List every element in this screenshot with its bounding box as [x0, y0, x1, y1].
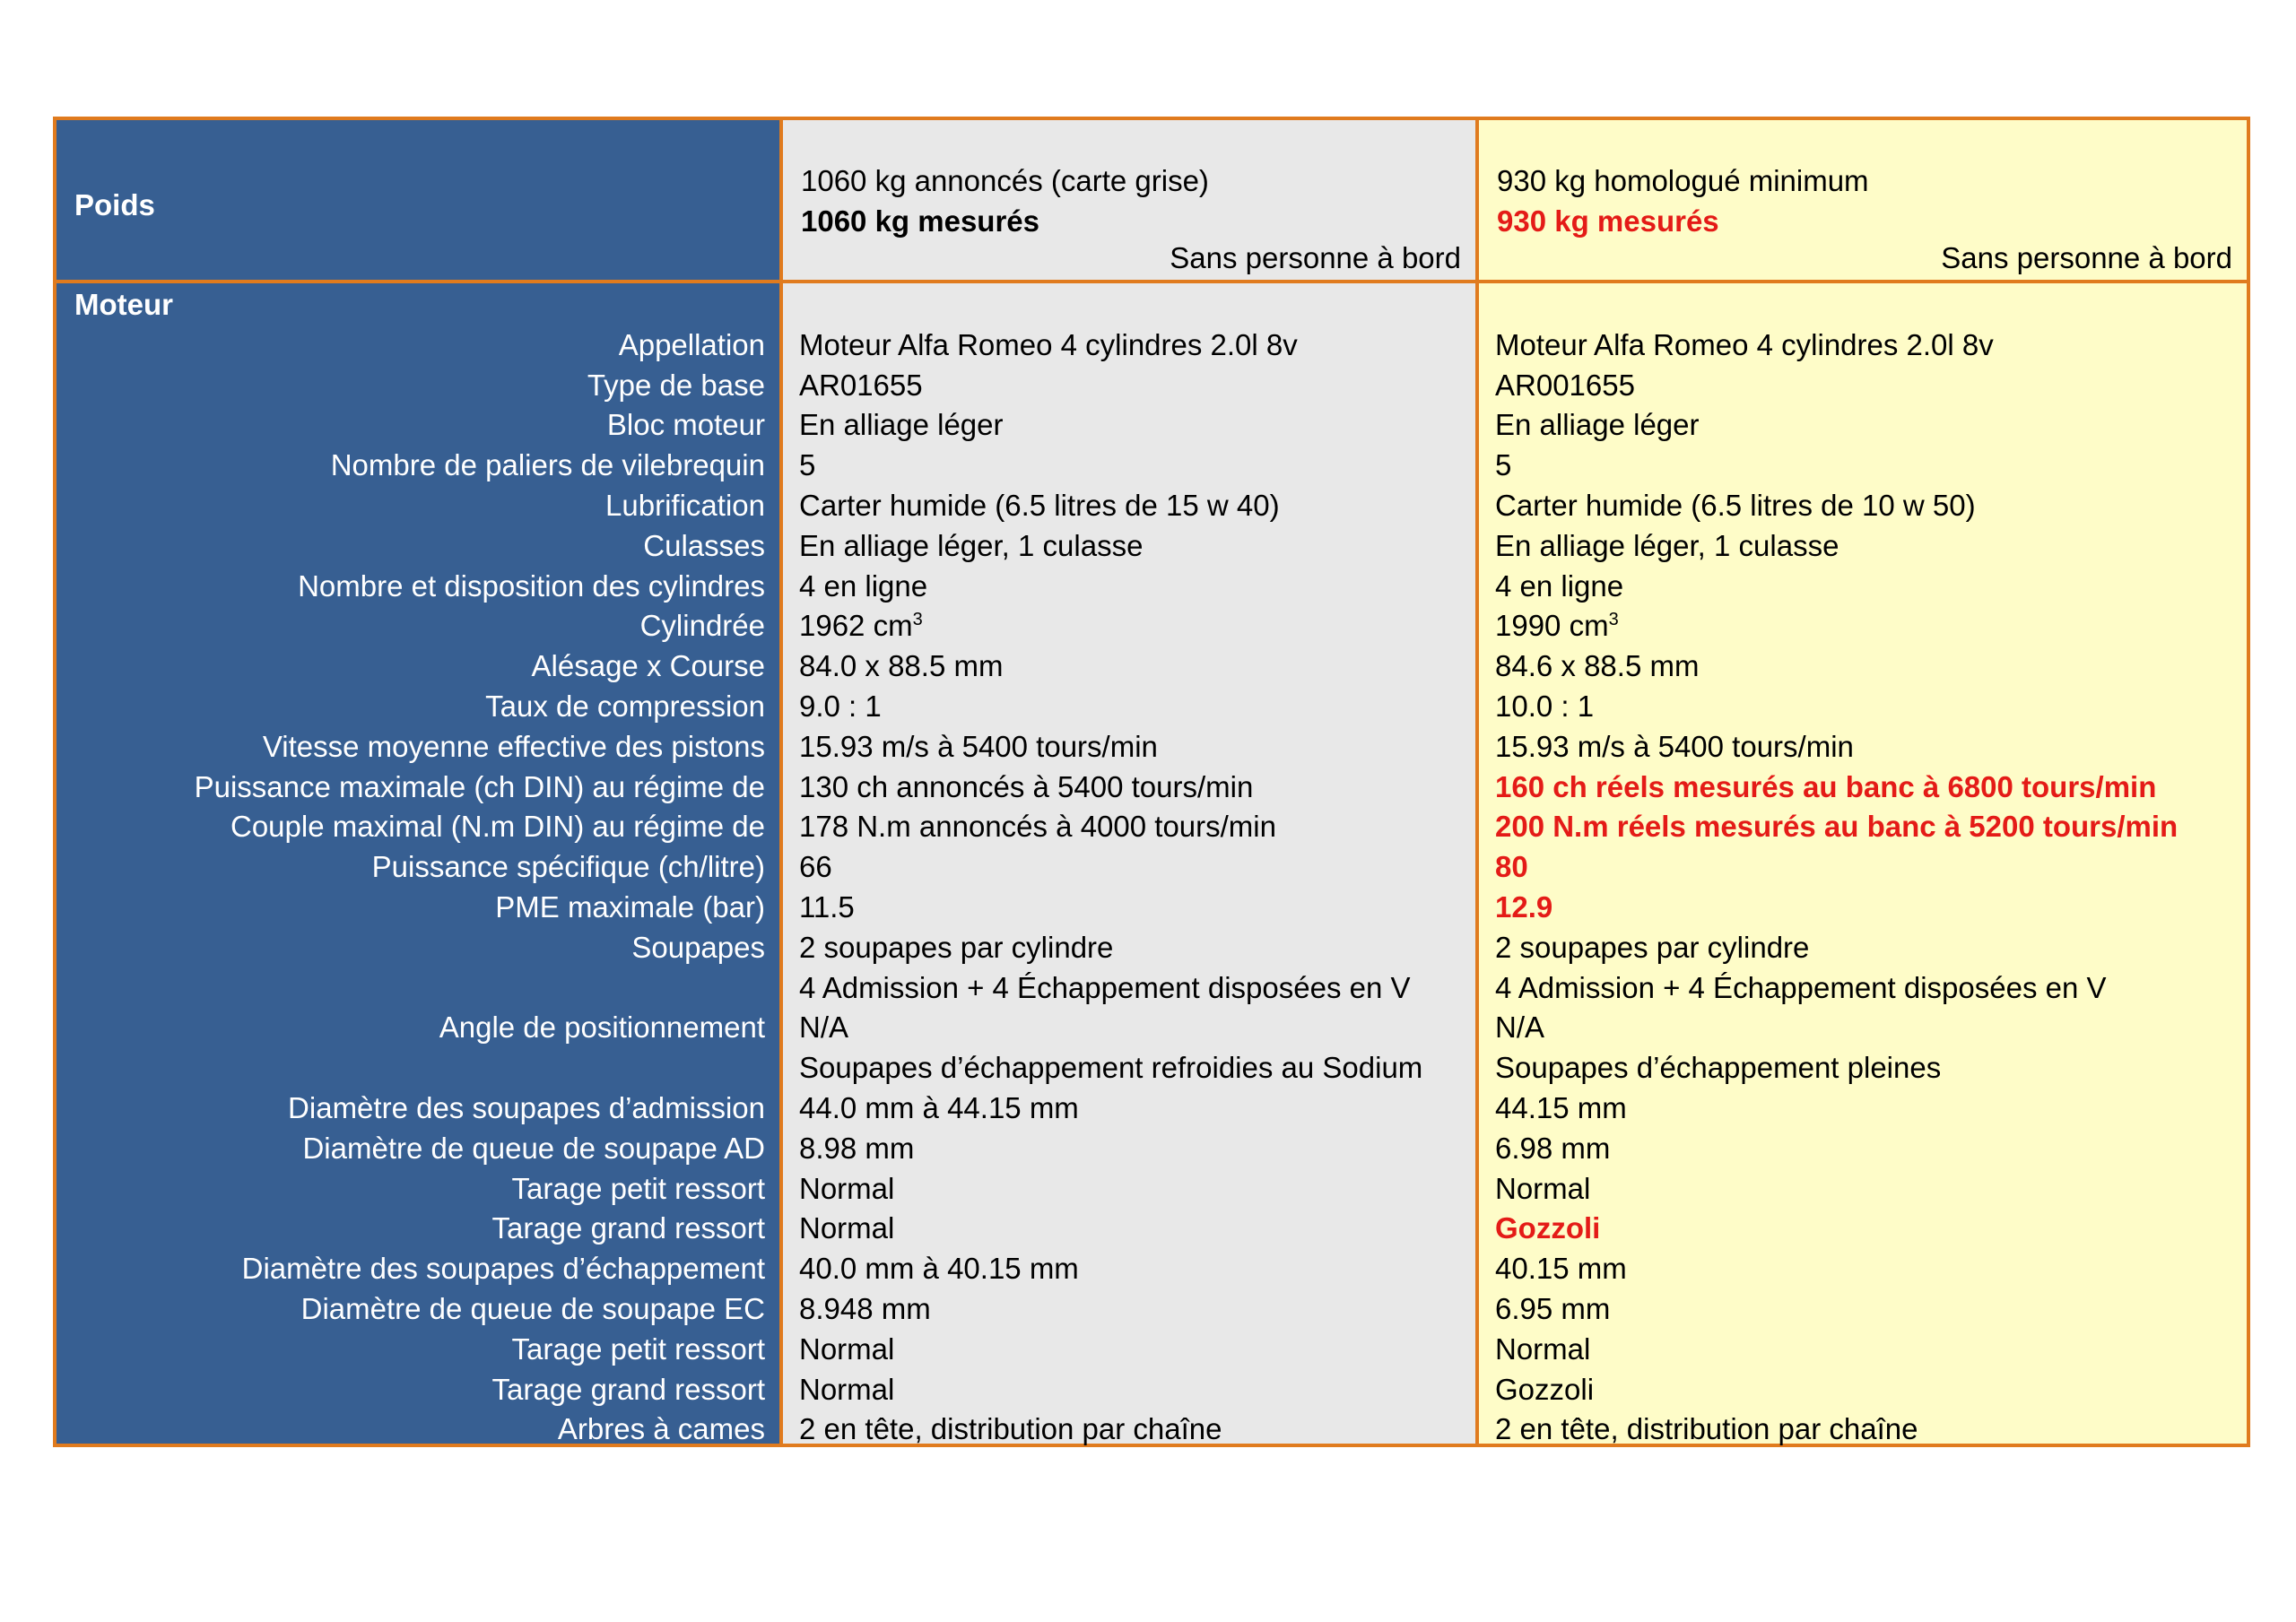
poids-a-lines: [801, 160, 1209, 241]
spec-value-a: [783, 526, 1475, 567]
spec-value-b-text: En alliage léger: [1495, 408, 1700, 442]
spec-value-b: [1479, 807, 2247, 847]
spec-label: Soupapes: [631, 930, 765, 964]
section-moteur-spacer-a: [783, 285, 1475, 325]
spec-value-a: [783, 1169, 1475, 1210]
spec-label: [57, 1048, 779, 1089]
spec-label: Vitesse moyenne effective des pistons: [262, 729, 765, 763]
spec-label: Tarage grand ressort: [491, 1211, 765, 1245]
spec-value-b: [1479, 1370, 2247, 1410]
poids-b-cell: [1479, 120, 2247, 283]
spec-label: Puissance spécifique (ch/litre): [371, 850, 765, 884]
spec-value-a: [783, 1209, 1475, 1249]
spec-label: Taux de compression: [485, 689, 765, 723]
spec-value-b-text: 84.6 x 88.5 mm: [1495, 649, 1700, 683]
poids-a-measured: 1060 kg mesurés: [801, 204, 1040, 238]
spec-label: Nombre et disposition des cylindres: [298, 568, 765, 603]
spec-value-a-text: En alliage léger, 1 culasse: [799, 528, 1144, 562]
spec-value-b: [1479, 567, 2247, 607]
spec-label: Bloc moteur: [606, 408, 765, 442]
spec-value-b-text: Normal: [1495, 1331, 1591, 1366]
spec-value-b: [1479, 727, 2247, 768]
spec-value-a-text: Normal: [799, 1372, 895, 1406]
spec-value-a: [783, 446, 1475, 486]
spec-value-a: [783, 486, 1475, 526]
spec-value-b-text: 1990 cm: [1495, 609, 1609, 643]
spec-label: Arbres à cames: [557, 1412, 765, 1446]
spec-value-a: [783, 888, 1475, 928]
spec-value-b: [1479, 1289, 2247, 1330]
spec-value-b-text: 44.15 mm: [1495, 1090, 1627, 1124]
spec-label: Puissance maximale (ch DIN) au régime de: [194, 769, 765, 803]
spec-value-a-text: Normal: [799, 1211, 895, 1245]
spec-value-b-text: 10.0 : 1: [1495, 689, 1595, 723]
spec-label: PME maximale (bar): [495, 889, 765, 924]
spec-value-a: [783, 366, 1475, 406]
spec-value-b-text: 2 soupapes par cylindre: [1495, 930, 1810, 964]
poids-label: Poids: [74, 188, 155, 221]
spec-value-a-text: 178 N.m annoncés à 4000 tours/min: [799, 810, 1276, 844]
spec-value-a-text: Moteur Alfa Romeo 4 cylindres 2.0l 8v: [799, 327, 1298, 361]
spec-value-b: [1479, 446, 2247, 486]
superscript: 3: [1608, 610, 1619, 630]
spec-value-b-text: Carter humide (6.5 litres de 10 w 50): [1495, 488, 1976, 522]
spec-value-b-text: 40.15 mm: [1495, 1252, 1627, 1286]
spec-value-b-text: Gozzoli: [1495, 1211, 1601, 1245]
spec-value-b-text: 4 Admission + 4 Échappement disposées en V: [1495, 970, 2107, 1004]
spec-label: Culasses: [643, 528, 765, 562]
spec-value-a: [783, 687, 1475, 727]
spec-value-a-text: 8.98 mm: [799, 1131, 915, 1165]
spec-value-a: [783, 567, 1475, 607]
spec-value-a-text: 15.93 m/s à 5400 tours/min: [799, 729, 1158, 763]
spec-value-b-text: 15.93 m/s à 5400 tours/min: [1495, 729, 1854, 763]
spec-value-a-text: Soupapes d’échappement refroidies au Sodium: [799, 1051, 1423, 1085]
spec-value-a: [783, 1289, 1475, 1330]
spec-value-b: [1479, 1409, 2247, 1450]
spec-value-b: [1479, 405, 2247, 446]
spec-value-a: [783, 968, 1475, 1009]
spec-value-b: [1479, 1048, 2247, 1089]
spec-value-a: [783, 727, 1475, 768]
spec-value-a-text: 4 en ligne: [799, 568, 928, 603]
spec-value-a: [783, 1129, 1475, 1169]
spec-value-b-text: Normal: [1495, 1171, 1591, 1205]
spec-value-b-text: Gozzoli: [1495, 1372, 1595, 1406]
poids-a-announced: 1060 kg annoncés (carte grise): [801, 164, 1209, 197]
spec-value-b: [1479, 1129, 2247, 1169]
spec-value-a-text: N/A: [799, 1010, 849, 1045]
spec-value-b: [1479, 768, 2247, 808]
spec-label: Lubrification: [605, 488, 765, 522]
spec-value-b-text: Soupapes d’échappement pleines: [1495, 1051, 1942, 1085]
spec-value-b: [1479, 526, 2247, 567]
spec-value-a: [783, 1409, 1475, 1450]
spec-value-b-text: En alliage léger, 1 culasse: [1495, 528, 1839, 562]
spec-value-b: [1479, 1209, 2247, 1249]
poids-a-note: Sans personne à bord: [1170, 241, 1461, 274]
section-moteur-spacer-b: [1479, 285, 2247, 325]
spec-value-a-text: Normal: [799, 1171, 895, 1205]
spec-value-b-text: Moteur Alfa Romeo 4 cylindres 2.0l 8v: [1495, 327, 1994, 361]
spec-value-a: [783, 405, 1475, 446]
spec-value-b-text: 5: [1495, 448, 1512, 482]
spec-value-b: [1479, 888, 2247, 928]
spec-label: Diamètre des soupapes d’échappement: [241, 1252, 765, 1286]
spec-value-b-text: 200 N.m réels mesurés au banc à 5200 tours/min: [1495, 810, 2179, 844]
spec-value-a: [783, 606, 1475, 646]
spec-value-a-text: 66: [799, 850, 832, 884]
spec-value-a: [783, 646, 1475, 687]
column-a-rows: [783, 283, 1475, 1450]
spec-value-b-text: N/A: [1495, 1010, 1545, 1045]
spec-label: Couple maximal (N.m DIN) au régime de: [230, 810, 765, 844]
poids-b-note: Sans personne à bord: [1941, 241, 2232, 274]
column-b-rows: [1479, 283, 2247, 1450]
poids-b-lines: [1497, 160, 1869, 241]
spec-value-a: [783, 1048, 1475, 1089]
spec-value-b: [1479, 1249, 2247, 1289]
label-rows: [57, 283, 779, 1450]
spec-table: [53, 117, 2250, 1447]
spec-value-b: [1479, 687, 2247, 727]
spec-label: Tarage petit ressort: [511, 1331, 765, 1366]
spec-value-b: [1479, 1169, 2247, 1210]
spec-value-b: [1479, 325, 2247, 366]
spec-value-b: [1479, 1089, 2247, 1129]
spec-value-b-text: 6.98 mm: [1495, 1131, 1611, 1165]
poids-b-measured: 930 kg mesurés: [1497, 204, 1719, 238]
spec-value-b: [1479, 968, 2247, 1009]
spec-value-b-text: AR001655: [1495, 368, 1635, 402]
spec-value-a-text: 9.0 : 1: [799, 689, 882, 723]
spec-value-b-text: 6.95 mm: [1495, 1291, 1611, 1325]
spec-label: Nombre de paliers de vilebrequin: [330, 448, 765, 482]
spec-value-a-text: AR01655: [799, 368, 923, 402]
spec-value-a-text: 40.0 mm à 40.15 mm: [799, 1252, 1079, 1286]
spec-value-a: [783, 1089, 1475, 1129]
spec-label: Cylindrée: [639, 609, 765, 643]
spec-label: Tarage petit ressort: [511, 1171, 765, 1205]
spec-value-b: [1479, 486, 2247, 526]
poids-label-cell: [57, 120, 779, 283]
column-b: [1479, 120, 2247, 1444]
spec-label: Angle de positionnement: [439, 1010, 765, 1045]
spec-value-a-text: 11.5: [799, 889, 855, 924]
spec-label: Diamètre de queue de soupape AD: [302, 1131, 765, 1165]
spec-value-a-text: Carter humide (6.5 litres de 15 w 40): [799, 488, 1280, 522]
spec-value-b: [1479, 606, 2247, 646]
spec-value-b-text: 160 ch réels mesurés au banc à 6800 tours/min: [1495, 769, 2157, 803]
spec-value-a-text: 1962 cm: [799, 609, 913, 643]
spec-value-a: [783, 807, 1475, 847]
spec-value-a: [783, 1008, 1475, 1048]
spec-value-a: [783, 928, 1475, 968]
spec-value-b: [1479, 646, 2247, 687]
spec-value-b: [1479, 928, 2247, 968]
spec-value-a-text: 2 soupapes par cylindre: [799, 930, 1114, 964]
spec-value-a-text: 4 Admission + 4 Échappement disposées en V: [799, 970, 1411, 1004]
spec-label: Appellation: [618, 327, 765, 361]
spec-label: Type de base: [587, 368, 765, 402]
spec-value-a: [783, 1249, 1475, 1289]
superscript: 3: [912, 610, 923, 630]
spec-value-a: [783, 768, 1475, 808]
spec-value-b: [1479, 1008, 2247, 1048]
spec-value-a-text: 5: [799, 448, 816, 482]
column-a: [783, 120, 1479, 1444]
spec-value-b: [1479, 1330, 2247, 1370]
spec-value-a: [783, 1370, 1475, 1410]
spec-value-a-text: 8.948 mm: [799, 1291, 931, 1325]
spec-value-b-text: 2 en tête, distribution par chaîne: [1495, 1412, 1918, 1446]
poids-a-cell: [783, 120, 1475, 283]
spec-value-a-text: 84.0 x 88.5 mm: [799, 649, 1004, 683]
spec-value-a-text: En alliage léger: [799, 408, 1004, 442]
spec-value-a: [783, 847, 1475, 888]
spec-value-a: [783, 1330, 1475, 1370]
spec-value-a-text: 44.0 mm à 44.15 mm: [799, 1090, 1079, 1124]
spec-label: Diamètre de queue de soupape EC: [300, 1291, 765, 1325]
spec-value-a-text: 130 ch annoncés à 5400 tours/min: [799, 769, 1254, 803]
spec-label: Diamètre des soupapes d’admission: [288, 1090, 765, 1124]
poids-b-homologated: 930 kg homologué minimum: [1497, 164, 1869, 197]
section-moteur-label: Moteur: [74, 288, 173, 321]
spec-value-b-text: 4 en ligne: [1495, 568, 1624, 603]
spec-value-a: [783, 325, 1475, 366]
spec-label: Tarage grand ressort: [491, 1372, 765, 1406]
spec-label: Alésage x Course: [531, 649, 765, 683]
spec-value-b-text: 80: [1495, 850, 1528, 884]
spec-value-b-text: 12.9: [1495, 889, 1553, 924]
spec-value-b: [1479, 366, 2247, 406]
label-column: [57, 120, 783, 1444]
spec-value-a-text: 2 en tête, distribution par chaîne: [799, 1412, 1222, 1446]
spec-value-b: [1479, 847, 2247, 888]
spec-label: [57, 968, 779, 1009]
spec-value-a-text: Normal: [799, 1331, 895, 1366]
